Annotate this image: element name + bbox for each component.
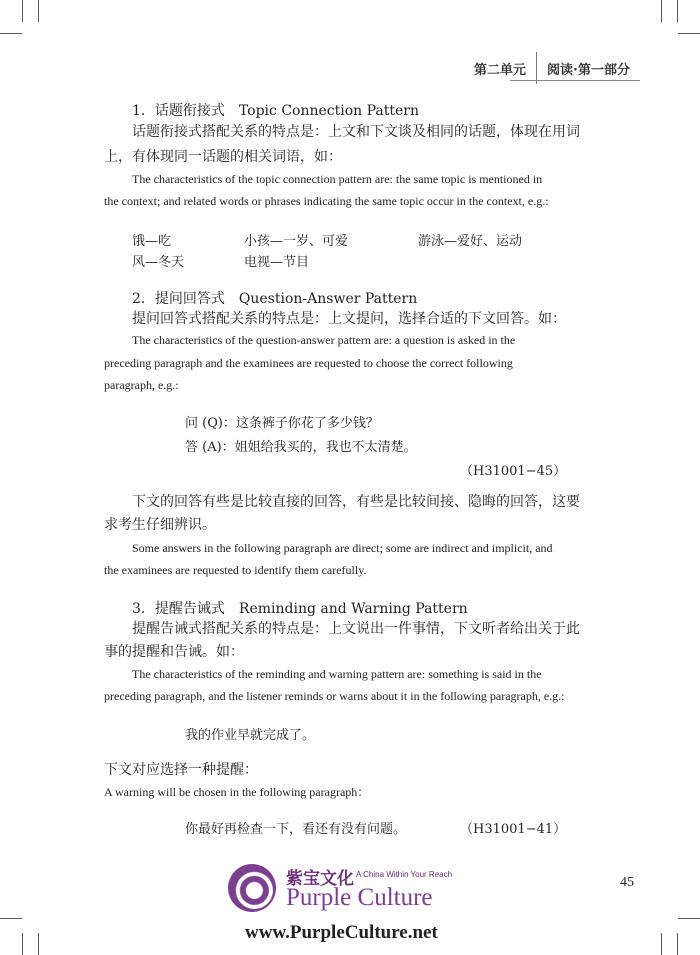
crop-mark xyxy=(22,0,23,22)
section-2-title: 2．提问回答式 Question-Answer Pattern xyxy=(132,291,418,307)
crop-mark xyxy=(38,0,39,22)
page-number: 45 xyxy=(620,875,634,890)
section-2-en-line: preceding paragraph and the examinees are requested to choose the correct following xyxy=(104,356,513,370)
crop-mark xyxy=(0,918,22,919)
warning-example: 你最好再检查一下，看还有没有问题。 xyxy=(185,822,407,837)
section-3-en-line: A warning will be chosen in the following paragraph： xyxy=(104,785,370,799)
section-3-cn-line: 提醒告诫式搭配关系的特点是：上文说出一件事情，下文听者给出关于此 xyxy=(132,621,580,637)
section-2-en-line: Some answers in the following paragraph are direct; some are indirect and implicit, and xyxy=(132,541,553,555)
section-3-en-line: preceding paragraph, and the listener reminds or warns about it in the following paragraph, e.g.: xyxy=(104,689,565,703)
example-word: 风—冬天 xyxy=(132,255,185,270)
section-3-title: 3．提醒告诫式 Reminding and Warning Pattern xyxy=(132,601,468,617)
section-2-en-line: The characteristics of the question-answer pattern are: a question is asked in the xyxy=(132,333,516,347)
section-1-en-line: the context; and related words or phrases indicating the same topic occur in the context, e.g.: xyxy=(104,194,549,208)
crop-mark xyxy=(0,33,22,34)
section-2-cn-line: 下文的回答有些是比较直接的回答，有些是比较间接、隐晦的回答，这要 xyxy=(132,494,580,510)
example-word: 小孩—一岁、可爱 xyxy=(244,234,349,249)
section-3-cn-line: 下文对应选择一种提醒： xyxy=(104,762,258,778)
header-section: 阅读·第一部分 xyxy=(547,62,630,78)
section-2-en-line: the examinees are requested to identify them carefully. xyxy=(104,563,367,577)
crop-mark xyxy=(677,0,678,22)
answer-example: 答 (A)：姐姐给我买的，我也不太清楚。 xyxy=(185,440,417,455)
statement-example: 我的作业早就完成了。 xyxy=(185,728,316,743)
section-1-cn-line: 话题衔接式搭配关系的特点是：上文和下文谈及相同的话题，体现在用词 xyxy=(132,124,580,140)
crop-mark xyxy=(38,933,39,955)
section-2-en-line: paragraph, e.g.: xyxy=(104,378,179,392)
logo-en-name: Purple Culture xyxy=(286,884,433,911)
question-example: 问 (Q)：这条裤子你花了多少钱？ xyxy=(185,416,379,431)
section-1-title: 1．话题衔接式 Topic Connection Pattern xyxy=(132,103,419,119)
section-2-cn-line: 求考生仔细辨识。 xyxy=(104,517,216,533)
example-word: 游泳—爱好、运动 xyxy=(418,234,523,249)
crop-mark xyxy=(661,0,662,22)
header-rule xyxy=(510,80,640,81)
crop-mark xyxy=(677,933,678,955)
crop-mark xyxy=(678,918,700,919)
header-unit: 第二单元 xyxy=(474,62,527,78)
section-3-cn-line: 事的提醒和告诫。如： xyxy=(104,644,244,660)
section-1-en-line: The characteristics of the topic connection pattern are: the same topic is mentioned in xyxy=(132,172,543,186)
section-1-cn-line: 上，有体现同一话题的相关词语，如： xyxy=(104,149,342,165)
example-word: 电视—节目 xyxy=(244,255,310,270)
crop-mark xyxy=(678,33,700,34)
crop-mark xyxy=(22,933,23,955)
crop-mark xyxy=(661,933,662,955)
section-3-en-line: The characteristics of the reminding and warning pattern are: something is said in the xyxy=(132,667,542,681)
exam-reference: （H31001−41） xyxy=(460,822,567,837)
logo-swirl-icon xyxy=(228,864,276,912)
logo-cn-name: 紫宝文化 xyxy=(286,869,354,889)
watermark-url[interactable]: www.PurpleCulture.net xyxy=(245,922,438,943)
exam-reference: （H31001−45） xyxy=(460,464,567,479)
section-2-cn-line: 提问回答式搭配关系的特点是：上文提问，选择合适的下文回答。如： xyxy=(132,311,566,327)
logo-tagline: A China Within Your Reach xyxy=(356,870,453,879)
example-word: 饿—吃 xyxy=(132,234,172,249)
